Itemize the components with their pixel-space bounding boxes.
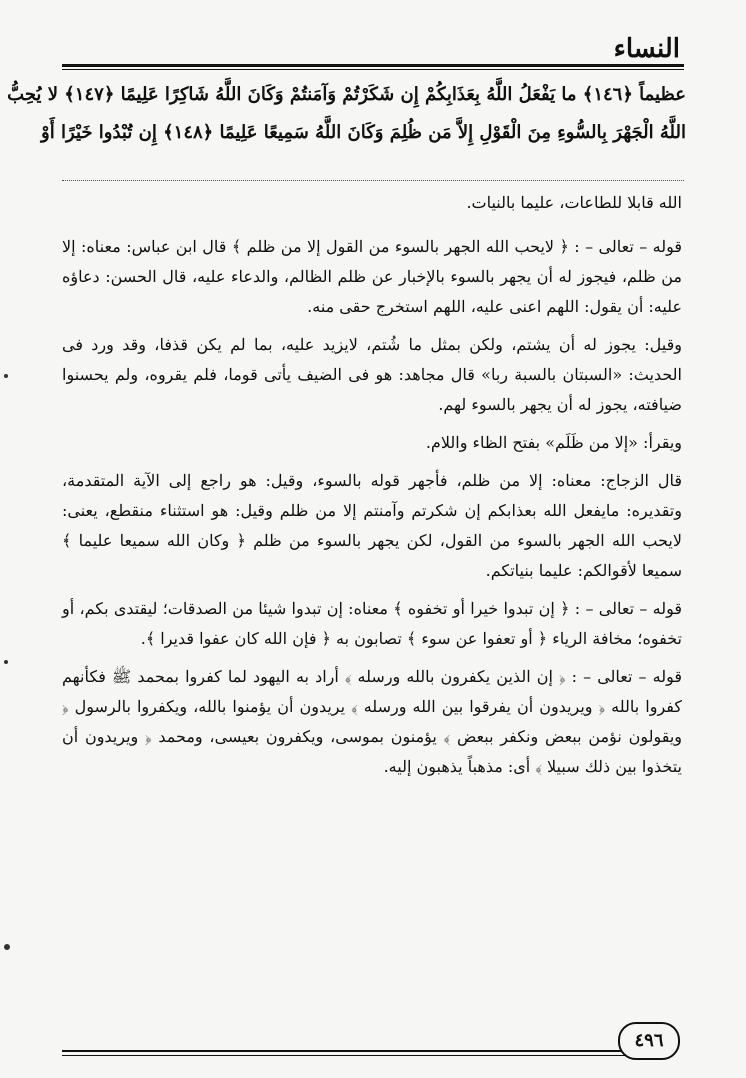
separator: [62, 180, 684, 181]
paragraph: ويقرأ: «إلا من ظَلَم» بفتح الظاء واللام.: [425, 433, 682, 452]
quran-line: عظيماً ﴿١٤٦﴾ ما يَفْعَلُ اللَّهُ بِعَذَابِكُمْ إِن شَكَرْتُمْ وَآمَنتُمْ وَكَانَ اللَّهُ شَاكِرًا عَلِيمًا ﴿١٤٧﴾ لا يُحِبُّ: [7, 84, 686, 105]
footer-rule: [62, 1050, 636, 1052]
header-rule: [62, 64, 684, 67]
quran-line: اللَّهُ الْجَهْرَ بِالسُّوءِ مِنَ الْقَوْلِ إِلاَّ مَن ظُلِمَ وَكَانَ اللَّهُ سَمِيعًا عَلِيمًا ﴿١٤٨﴾ إِن تُبْدُوا خَيْرًا أَوْ: [41, 122, 686, 143]
paragraph: قوله – تعالى – : ﴿ إن تبدوا خيرا أو تخفوه ﴾ معناه: إن تبدوا شيئا من الصدقات؛ ليقتدى بكم، أو تخفوه؛ مخافة الرياء ﴿ أو تعفوا عن سوء ﴾ تصابون به ﴿ فإن الله كان عفوا قديرا ﴾.: [62, 599, 682, 648]
footer-rule-thin: [62, 1055, 636, 1056]
scan-mark: [4, 660, 8, 664]
paragraph: قوله – تعالى – : ﴿ لايحب الله الجهر بالسوء من القول إلا من ظلم ﴾ قال ابن عباس: معناه: إلا من ظلم، فيجوز له أن يجهر بالسوء بالإخبار عن ظلم الظالم، والدعاء عليه، قال الحسن: دعاؤه عليه: أن يقول: اللهم اعنى عليه، اللهم استخرج حقى منه.: [62, 237, 682, 316]
page-number: ٤٩٦: [618, 1022, 680, 1060]
paragraph: قوله – تعالى – : ﴿ إن الذين يكفرون بالله ورسله ﴾ أراد به اليهود لما كفروا بمحمد ﷺ فكأنهم كفروا بالله ﴿ ويريدون أن يفرقوا بين الله ورسله ﴾ يريدون أن يؤمنوا بالله، ويكفروا بالرسول ﴿ ويقولون نؤمن ببعض ونكفر ببعض ﴾ يؤمنون بموسى، ويكفرون بعيسى، ومحمد ﴿ ويريدون أن يتخذوا بين ذلك سبيلا ﴾ أى: مذهباً يذهبون إليه.: [62, 667, 683, 776]
paragraph: الله قابلا للطاعات، عليما بالنيات.: [466, 193, 682, 212]
header-rule-thin: [62, 69, 684, 70]
scan-mark: [4, 374, 8, 378]
scan-mark: [4, 944, 10, 950]
paragraph: وقيل: يجوز له أن يشتم، ولكن بمثل ما شُتم، لايزيد عليه، بما لم يكن قذفا، وقد ورد فى الحديث: «السبتان بالسبة ربا» قال مجاهد: هو فى الضيف يأتى قوما، فلم يقروه، ولم يحسنوا ضيافته، يجوز له أن يجهر بالسوء لهم.: [62, 335, 683, 414]
paragraph: قال الزجاج: معناه: إلا من ظلم، فأجهر قوله بالسوء، وقيل: هو راجع إلى الآية المتقدمة، وتقديره: مايفعل الله بعذابكم إن شكرتم وآمنتم إلا من ظلم وقيل: هو استثناء منقطع، يعنى: لايحب الله الجهر بالسوء من القول، لكن يجهر بالسوء من ظلم ﴿ وكان الله سميعا عليما ﴾ سميعا لأقوالكم: عليما بنياتكم.: [62, 471, 682, 580]
commentary-text: [62, 188, 682, 790]
quran-verses: [7, 76, 686, 152]
surah-title: النساء: [613, 34, 680, 64]
